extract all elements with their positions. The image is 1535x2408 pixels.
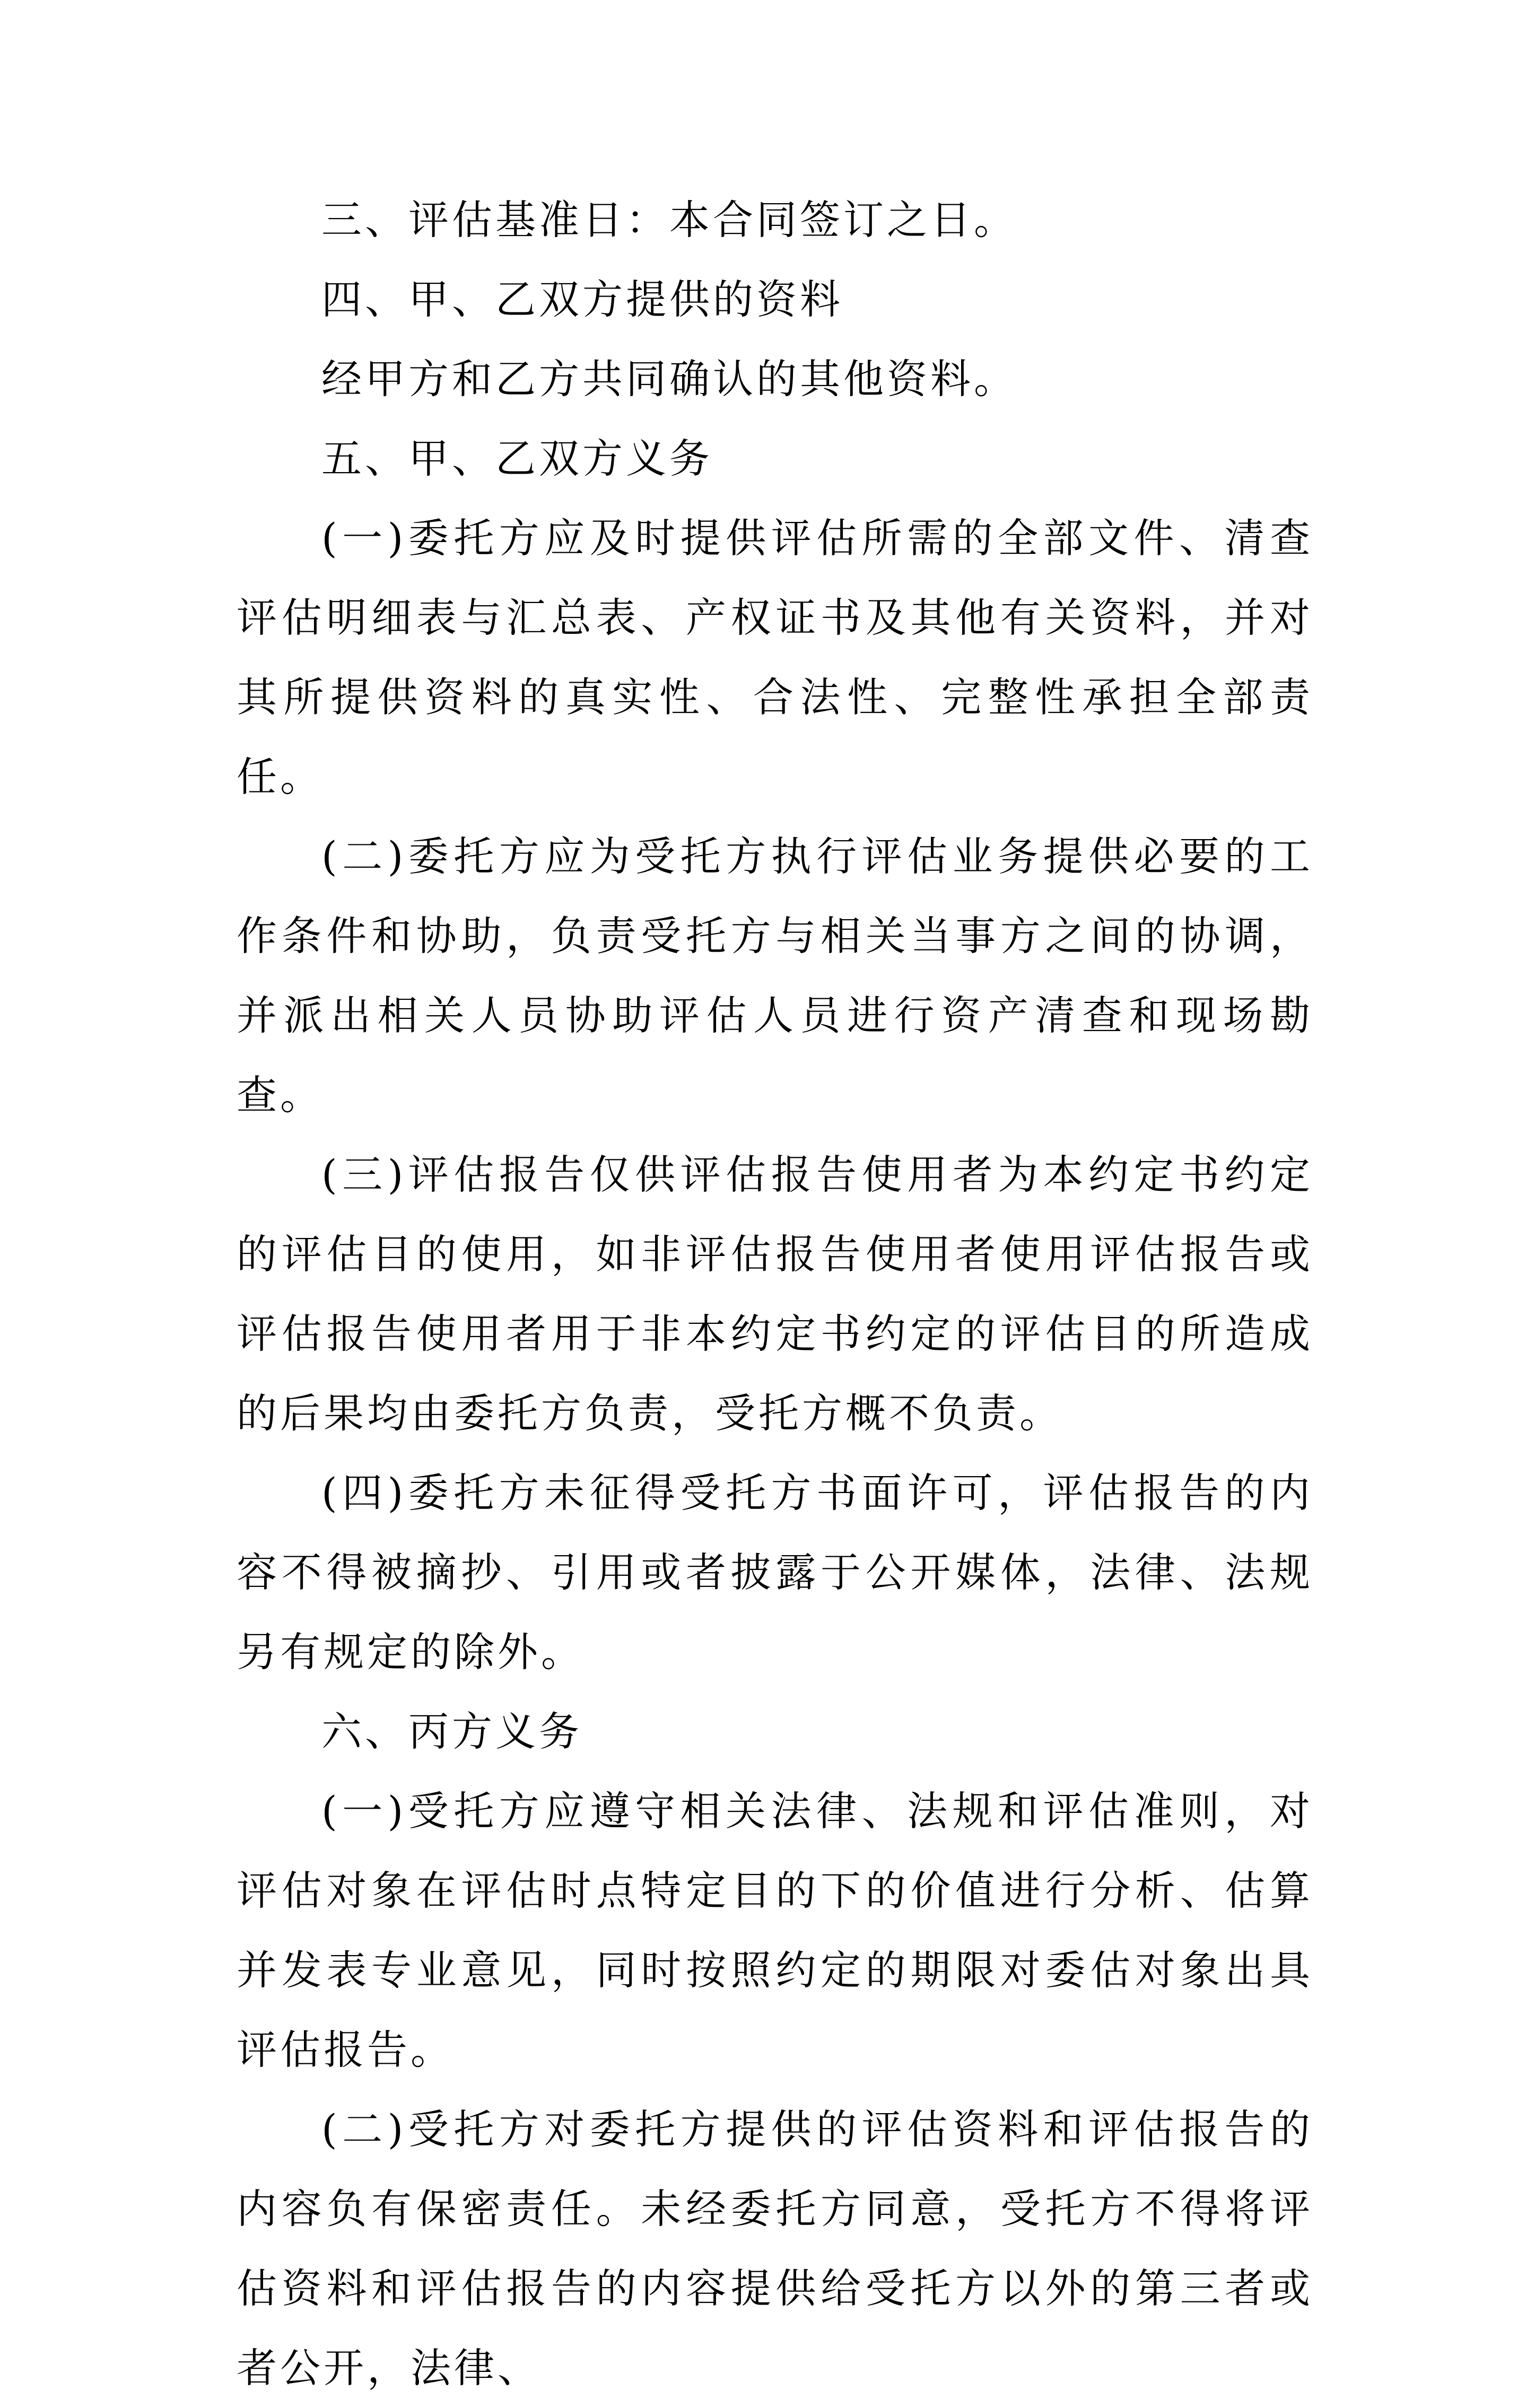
clause-obligation-4: (四)委托方未征得受托方书面许可，评估报告的内容不得被摘抄、引用或者披露于公开媒体，法律、法规另有规定的除外。 xyxy=(237,1469,1313,1676)
clause-party-c-2: (二)受托方对委托方提供的评估资料和评估报告的内容负有保密责任。未经委托方同意，受托方不得将评估资料和评估报告的内容提供给受托方以外的第三者或者公开，法律、 xyxy=(237,2106,1313,2392)
clause-party-c-1: (一)受托方应遵守相关法律、法规和评估准则，对评估对象在评估时点特定目的下的价值进行分析、估算并发表专业意见，同时按照约定的期限对委估对象出具评估报告。 xyxy=(237,1787,1313,2073)
clause-party-c-heading: 六、丙方义务 xyxy=(321,1708,582,1755)
document-body xyxy=(237,180,1313,2408)
clause-obligation-3: (三)评估报告仅供评估报告使用者为本约定书约定的评估目的使用，如非评估报告使用者使用评估报告或评估报告使用者用于非本约定书约定的评估目的所造成的后果均由委托方负责，受托方概不负责。 xyxy=(237,1151,1313,1437)
clause-materials-heading: 四、甲、乙双方提供的资料 xyxy=(321,276,843,323)
clause-obligation-1: (一)委托方应及时提供评估所需的全部文件、清查评估明细表与汇总表、产权证书及其他有关资料，并对其所提供资料的真实性、合法性、完整性承担全部责任。 xyxy=(237,514,1313,800)
clause-obligations-heading: 五、甲、乙双方义务 xyxy=(321,435,713,482)
clause-materials-text: 经甲方和乙方共同确认的其他资料。 xyxy=(321,355,1017,403)
clause-obligation-2: (二)委托方应为受托方执行评估业务提供必要的工作条件和协助，负责受托方与相关当事方之间的协调，并派出相关人员协助评估人员进行资产清查和现场勘查。 xyxy=(237,833,1313,1119)
clause-evaluation-base-date: 三、评估基准日：本合同签订之日。 xyxy=(321,196,1017,243)
